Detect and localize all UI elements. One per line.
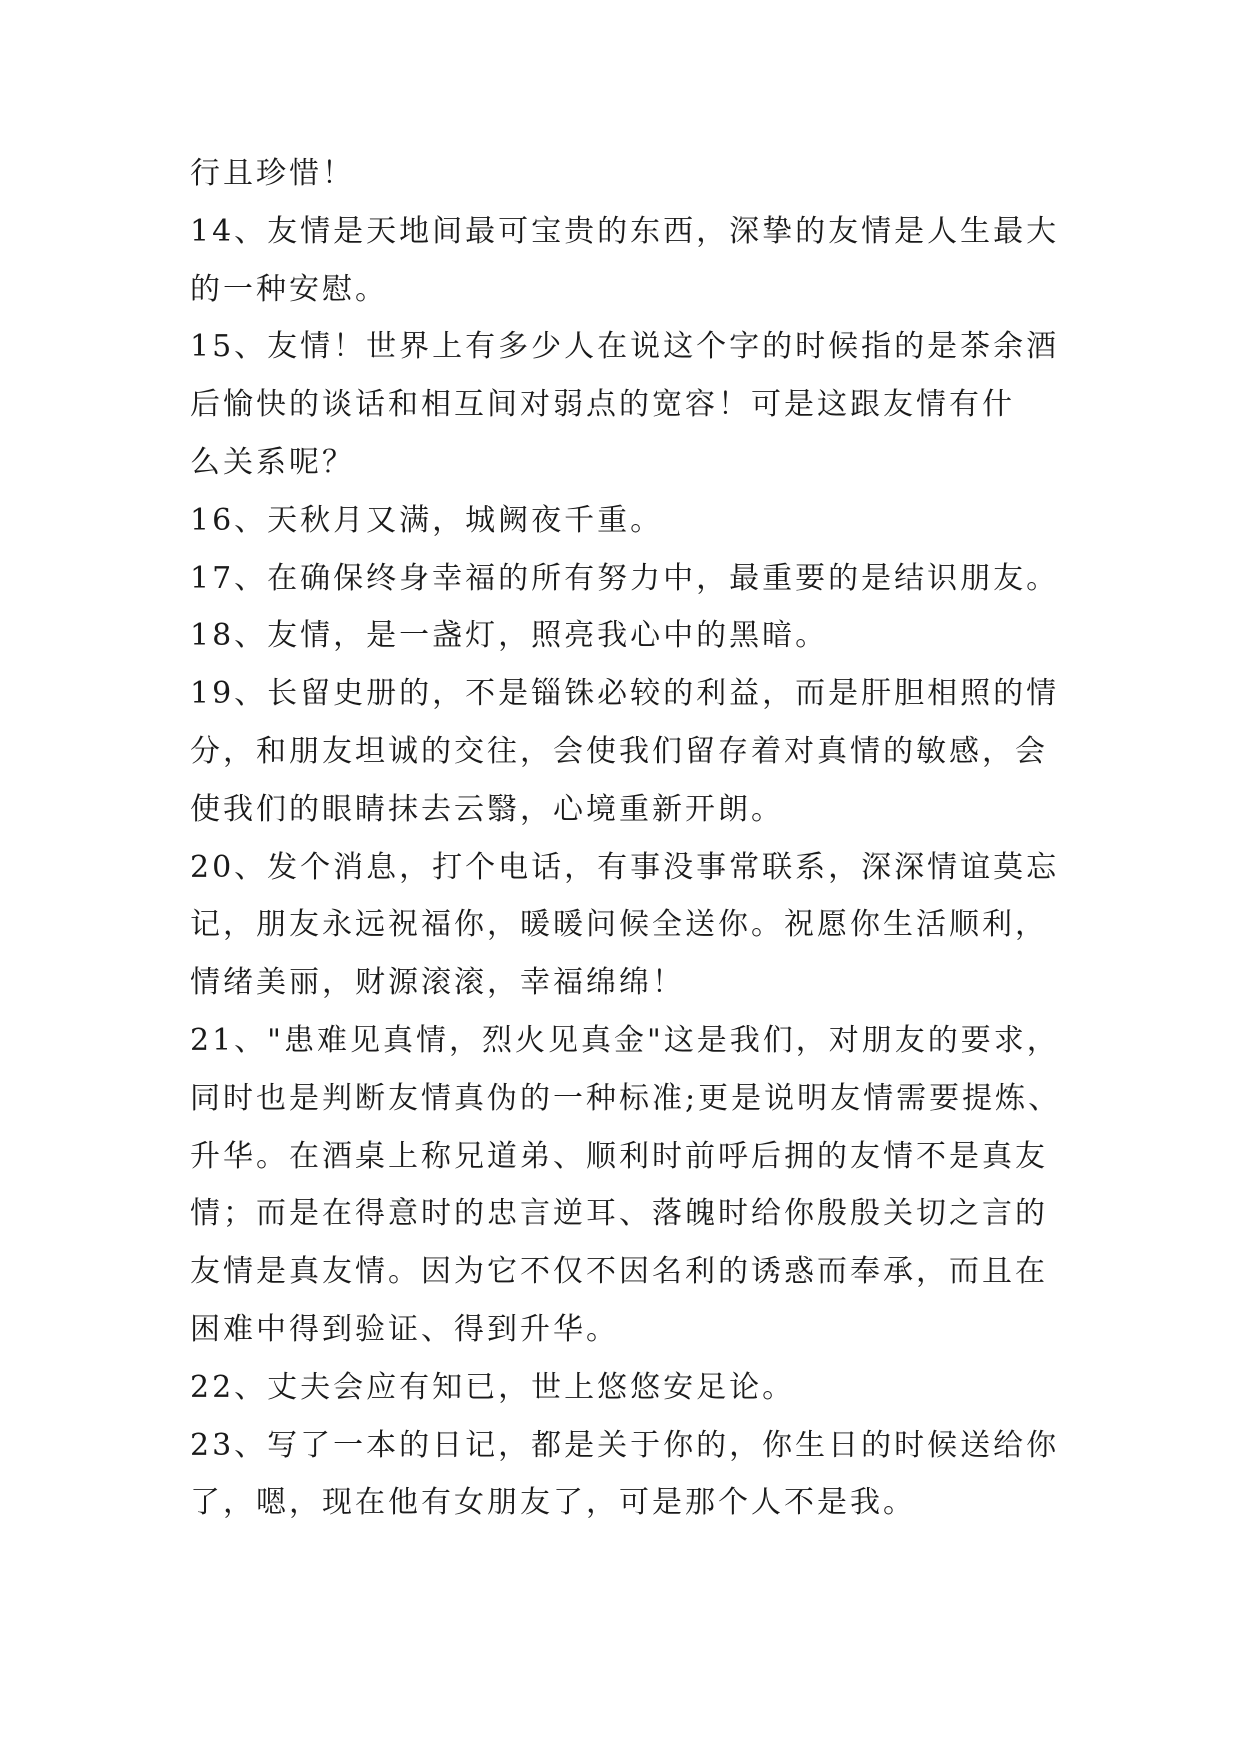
text-line: 18、友情，是一盏灯，照亮我心中的黑暗。 [190, 618, 829, 654]
text-line: 困难中得到验证、得到升华。 [190, 1311, 619, 1347]
text-line: 分，和朋友坦诚的交往，会使我们留存着对真情的敏感，会 [190, 733, 1048, 769]
text-line: 同时也是判断友情真伪的一种标准;更是说明友情需要提炼、 [190, 1080, 1062, 1116]
text-line: 后愉快的谈话和相互间对弱点的宽容！可是这跟友情有什 [190, 387, 1015, 423]
text-line: 了，嗯，现在他有女朋友了，可是那个人不是我。 [190, 1485, 916, 1521]
text-line: 记，朋友永远祝福你，暖暖问候全送你。祝愿你生活顺利， [190, 907, 1048, 943]
text-line: 15、友情！世界上有多少人在说这个字的时候指的是茶余酒 [190, 329, 1060, 365]
text-line: 19、长留史册的，不是锱铢必较的利益，而是肝胆相照的情 [190, 676, 1060, 712]
text-line: 友情是真友情。因为它不仅不因名利的诱惑而奉承，而且在 [190, 1254, 1048, 1290]
text-line: 情绪美丽，财源滚滚，幸福绵绵！ [190, 965, 685, 1001]
text-line: 23、写了一本的日记，都是关于你的，你生日的时候送给你 [190, 1427, 1060, 1463]
text-line: 情；而是在得意时的忠言逆耳、落魄时给你殷殷关切之言的 [190, 1196, 1048, 1232]
text-line: 17、在确保终身幸福的所有努力中，最重要的是结识朋友。 [190, 560, 1060, 596]
text-line: 22、丈夫会应有知已，世上悠悠安足论。 [190, 1369, 796, 1405]
text-line: 14、友情是天地间最可宝贵的东西，深挚的友情是人生最大 [190, 213, 1060, 249]
text-line: 20、发个消息，打个电话，有事没事常联系，深深情谊莫忘 [190, 849, 1060, 885]
text-line: 16、天秋月又满，城阙夜千重。 [190, 502, 664, 538]
text-line: 么关系呢？ [190, 444, 355, 480]
text-line: 行且珍惜！ [190, 156, 355, 191]
document-body [190, 154, 1090, 1541]
text-line: 使我们的眼睛抹去云翳，心境重新开朗。 [190, 791, 784, 827]
text-line: 21、"患难见真情，烈火见真金"这是我们，对朋友的要求， [190, 1022, 1060, 1058]
text-line: 升华。在酒桌上称兄道弟、顺利时前呼后拥的友情不是真友 [190, 1138, 1048, 1174]
text-line: 的一种安慰。 [190, 271, 388, 307]
